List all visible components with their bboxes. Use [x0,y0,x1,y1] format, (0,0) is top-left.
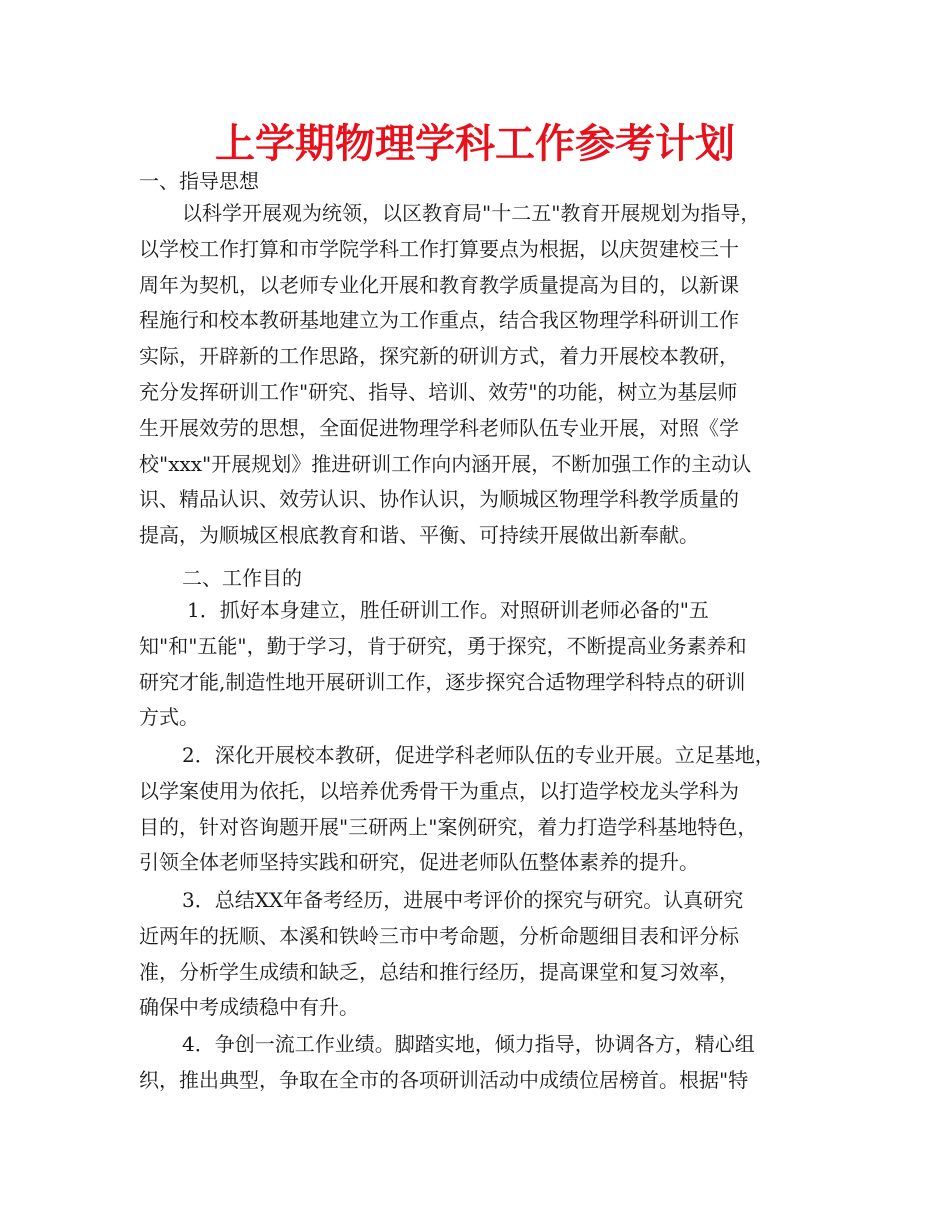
text-line: 以学案使用为依托，以培养优秀骨干为重点，以打造学校龙头学科为 [139,778,739,803]
text-line: 近两年的抚顺、本溪和铁岭三市中考命题，分析命题细目表和评分标 [139,923,739,948]
text-line: 知"和"五能"，勤于学习，肯于研究，勇于探究，不断提高业务素养和 [139,633,747,658]
text-line: 2．深化开展校本教研，促进学科老师队伍的专业开展。立足基地， [182,743,775,767]
text-line: 提高，为顺城区根底教育和谐、平衡、可持续开展做出新奉献。 [139,523,699,548]
text-line: 准，分析学生成绩和缺乏，总结和推行经历，提高课堂和复习效率， [139,959,739,984]
text-line: 目的，针对咨询题开展"三研两上"案例研究，着力打造学科基地特色， [139,814,758,839]
text-line: 生开展效劳的思想，全面促进物理学科老师队伍专业开展，对照《学 [139,415,739,440]
text-line: 引领全体老师坚持实践和研究，促进老师队伍整体素养的提升。 [139,850,699,875]
text-line: 校"xxx"开展规划》推进研训工作向内涵开展，不断加强工作的主动认 [139,451,752,476]
text-line: 方式。 [139,705,199,730]
text-line: 1．抓好本身建立，胜任研训工作。对照研训老师必备的"五 [187,598,709,622]
text-line: 程施行和校本教研基地建立为工作重点，结合我区物理学科研训工作 [139,308,739,333]
paragraph-guiding-thought [139,196,829,554]
text-line: 以科学开展观为统领，以区教育局"十二五"教育开展规划为指导， [182,201,761,225]
paragraph-goal-3 [139,883,829,1026]
section-heading-guiding-thought: 一、指导思想 [139,169,259,193]
text-line: 以学校工作打算和市学院学科工作打算要点为根据，以庆贺建校三十 [139,236,739,261]
text-line: 织，推出典型，争取在全市的各项研训活动中成绩位居榜首。根据"特 [139,1067,749,1092]
section-heading-work-goals: 二、工作目的 [182,566,302,590]
paragraph-goal-4 [139,1027,829,1099]
text-line: 实际，开辟新的工作思路，探究新的研训方式，着力开展校本教研， [139,344,739,369]
document-title: 上学期物理学科工作参考计划 [215,121,735,167]
text-line: 识、精品认识、效劳认识、协作认识，为顺城区物理学科教学质量的 [139,487,739,512]
text-line: 研究才能,制造性地开展研训工作，逐步探究合适物理学科特点的研训 [139,669,746,694]
paragraph-goal-2 [139,738,829,881]
text-line: 确保中考成绩稳中有升。 [139,995,359,1020]
paragraph-goal-1 [139,593,829,736]
text-line: 4．争创一流工作业绩。脚踏实地，倾力指导，协调各方，精心组 [182,1032,755,1056]
text-line: 3．总结XX年备考经历，进展中考评价的探究与研究。认真研究 [182,888,744,912]
text-line: 充分发挥研训工作"研究、指导、培训、效劳"的功能，树立为基层师 [139,379,738,404]
text-line: 周年为契机，以老师专业化开展和教育教学质量提高为目的，以新课 [139,272,739,297]
